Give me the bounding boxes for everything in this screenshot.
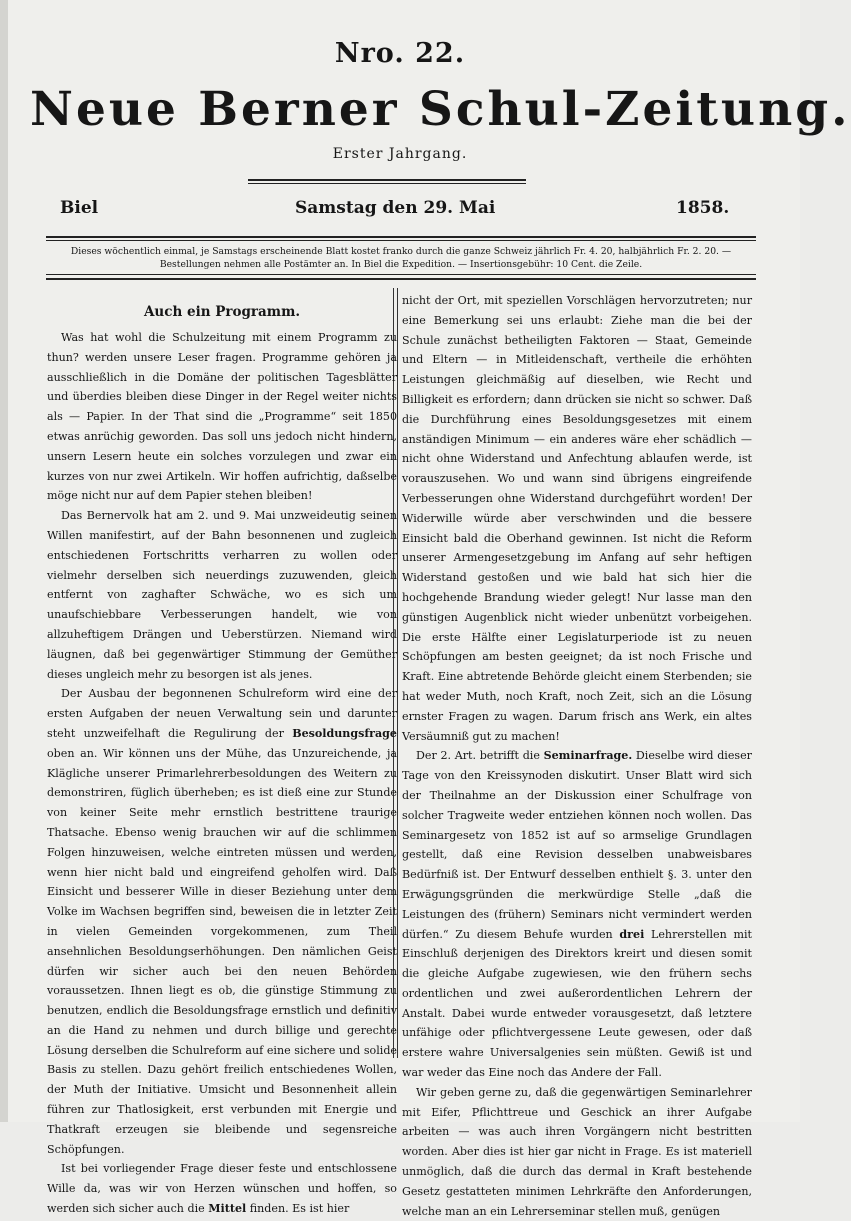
notice-rule-top [46, 236, 756, 238]
paragraph-text: finden. Es ist hier [249, 1202, 350, 1216]
subscription-notice [48, 245, 754, 271]
issue-number: Nro. 22. [334, 38, 466, 69]
paragraph-text: Dieselbe wird dieser Tage von den Kreissynoden diskutirt. Unser Blatt wird sich der Theilnahme an der Diskussion einer Schulfrage von solcher Tragweite weder entziehen können noch wollen. Das Seminargesetz von 1852 ist auf so armselige Grundlagen gestellt, daß eine Revision desselben unabweisbares Bedürfniß ist. Der Entwurf desselben enthielt §. 3. unter den Erwägungsgründen die merkwürdige Stelle „daß die Leistungen des (frühern) Seminars nicht vermindert werden dürfen.“ Zu diesem Behufe wurden [402, 749, 752, 941]
dateline-year: 1858. [676, 198, 730, 218]
paragraph [47, 1159, 397, 1218]
keyword-mittel: Mittel [208, 1202, 247, 1216]
paragraph-text: oben an. Wir können uns der Mühe, das Unzureichende, ja Klägliche unserer Primarlehrerbesoldungen des Weitern zu demonstriren, füglich überheben; es ist dieß eine zur Stunde von keiner Seite mehr ernstlich bestrittene traurige Thatsache. Ebenso wenig brauchen wir auf die schlimmen Folgen hinzuweisen, welche eintreten müssen und werden, wenn hier nicht bald und eingreifend geholfen wird. Daß Einsicht und besserer Wille in dieser Beziehung unter dem Volke im Wachsen begriffen sind, beweisen die in letzter Zeit in vielen Gemeinden vorgekommenen, zum Theil ansehnlichen Besoldungserhöhungen. Den nämlichen Geist dürfen wir sicher auch bei den neuen Behörden voraussetzen. Ihnen liegt es ob, die günstige Stimmung zu benutzen, endlich die Besoldungsfrage ernstlich und definitiv an die Hand zu nehmen und durch billige und gerechte Lösung derselben die Schulreform auf eine sichere und solide Basis zu stellen. Dazu gehört freilich entschiedenes Wollen, der Muth der Initiative. Umsicht und Besonnenheit allein führen zur Thatlosigkeit, erst verbunden mit Energie und Thatkraft erzeugen sie bleibende und segensreiche Schöpfungen. [47, 746, 397, 1156]
paragraph-text: Der 2. Art. betrifft die [416, 749, 540, 763]
keyword-besoldungsfrage: Besoldungsfrage [292, 726, 397, 740]
paragraph: Wir geben gerne zu, daß die gegenwärtigen Seminarlehrer mit Eifer, Pflichttreue und Geschick an ihrer Aufgabe arbeiten — was auch ihren Vorgängern nicht bestritten worden. Aber dies ist hier gar nicht in Frage. Es ist materiell unmöglich, daß die durch das dermal in Kraft bestehende Gesetz gestatteten minimen Lehrkräfte den Anforderungen, welche man an ein Lehrerseminar stellen muß, genügen [402, 1085, 752, 1218]
notice-line-2: Bestellungen nehmen alle Postämter an. In Biel die Expedition. — Insertionsgebühr: 10 Cent. die Zeile. [159, 259, 643, 270]
left-column [47, 290, 397, 1219]
notice-rule-top2 [46, 240, 756, 241]
volume-subtitle: Erster Jahrgang. [332, 146, 468, 162]
paragraph-text: Lehrerstellen mit Einschluß derjenigen des Direktors kreirt und diesen somit die gleiche Aufgabe zugewiesen, wie den frühern sechs ordentlichen und zwei außerordentlichen Lehrern der Anstalt. Dabei wurde entweder vorausgesetzt, daß letztere unfähige oder pflichtvergessene Leute gewesen, oder daß erstere wahre Universalgenies sein müßten. Gewiß ist und war weder das Eine noch das Andere der Fall. [402, 927, 753, 1080]
paragraph: Was hat wohl die Schulzeitung mit einem Programm zu thun? werden unsere Leser fragen. Programme gehören ja ausschließlich in die Domäne der politischen Tagesblätter und überdies bleiben diese Dinger in der Regel weiter nichts als — Papier. In der That sind die „Programme“ seit 1850 etwas anrüchig geworden. Das soll uns jedoch nicht hindern, unsern Lesern heute ein solches vorzulegen und zwar ein kurzes von nur zwei Artikeln. Wir hoffen aufrichtig, daßselbe möge nicht nur auf dem Papier stehen bleiben! [47, 331, 397, 503]
paragraph: nicht der Ort, mit speziellen Vorschlägen hervorzutreten; nur eine Bemerkung sei uns erlaubt: Ziehe man die bei der Schule zunächst betheiligten Faktoren — Staat, Gemeinde und Eltern — in Mitleidenschaft, vertheile die erhöhten Leistungen gleichmäßig auf dieselben, wie Recht und Billigkeit es erfordern; dann drücken sie nicht so schwer. Daß die Durchführung eines Besoldungsgesetzes mit einem anständigen Minimum — ein anderes wäre eher schädlich — nicht ohne Widerstand und Anfechtung ablaufen werde, ist vorauszusehen. Wo und wann sind übrigens eingreifende Verbesserungen ohne Widerstand durchgeführt worden! Der Widerwille würde aber verschwinden und die bessere Einsicht bald die Oberhand gewinnen. Ist nicht die Reform unserer Armengesetzgebung im Anfang auf sehr heftigen Widerstand gestoßen und wie bald hat sich hier die hochgehende Brandung wieder gelegt! Nur lasse man den günstigen Augenblick nicht wieder unbenützt vorbeigehen. Die erste Hälfte einer Legislaturperiode ist zu neuen Schöpfungen am besten geeignet; da ist noch Frische und Kraft. Eine abtretende Behörde gleicht einem Sterbenden; sie hat weder Muth, noch Kraft, noch Zeit, sich an die Lösung ernster Fragen zu wagen. Darum frisch ans Werk, ein altes Versäumniß gut zu machen! [402, 294, 752, 743]
masthead-title: Neue Berner Schul-Zeitung. [30, 82, 851, 137]
header-rule-top2 [248, 183, 526, 184]
paragraph-text: Der Ausbau der begonnenen Schulreform wird eine der ersten Aufgaben der neuen Verwaltung sein und darunter steht unzweifelhaft die Regulirung der [47, 687, 397, 740]
column-divider-2 [397, 288, 398, 1058]
dateline-date: Samstag den 29. Mai [295, 198, 496, 218]
notice-rule-bottom2 [46, 278, 756, 280]
dateline-place: Biel [60, 198, 99, 218]
notice-rule-bottom [46, 274, 756, 275]
page-edge [0, 0, 8, 1122]
keyword-seminarfrage: Seminarfrage. [543, 749, 633, 763]
paragraph: Das Bernervolk hat am 2. und 9. Mai unzweideutig seinen Willen manifestirt, auf der Bahn besonnenen und zugleich entschiedenen Fortschritts verharren zu wollen oder vielmehr derselben sich neuerdings zuzuwenden, gleich entfernt von zaghafter Schwäche, wo es sich um unaufschiebbare Verbesserungen handelt, wie von allzuheftigem Drängen und Ueberstürzen. Niemand wird läugnen, daß bei gegenwärtiger Stimmung der Gemüther dieses ungleich mehr zu besorgen ist als jenes. [47, 509, 397, 681]
header-rule-top [248, 179, 526, 181]
paragraph [402, 746, 752, 1083]
right-column [402, 291, 752, 1221]
paragraph-text: Ist bei vorliegender Frage dieser feste und entschlossene Wille da, was wir von Herzen wünschen und hoffen, so werden sich sicher auch die [47, 1162, 397, 1216]
article-title: Auch ein Programm. [143, 304, 301, 320]
keyword-drei: drei [619, 927, 645, 941]
notice-line-1: Dieses wöchentlich einmal, je Samstags erscheinende Blatt kostet franko durch die ganze Schweiz jährlich Fr. 4. 20, halbjährlich Fr. 2. 20. — [70, 246, 732, 257]
paragraph [47, 684, 397, 1159]
